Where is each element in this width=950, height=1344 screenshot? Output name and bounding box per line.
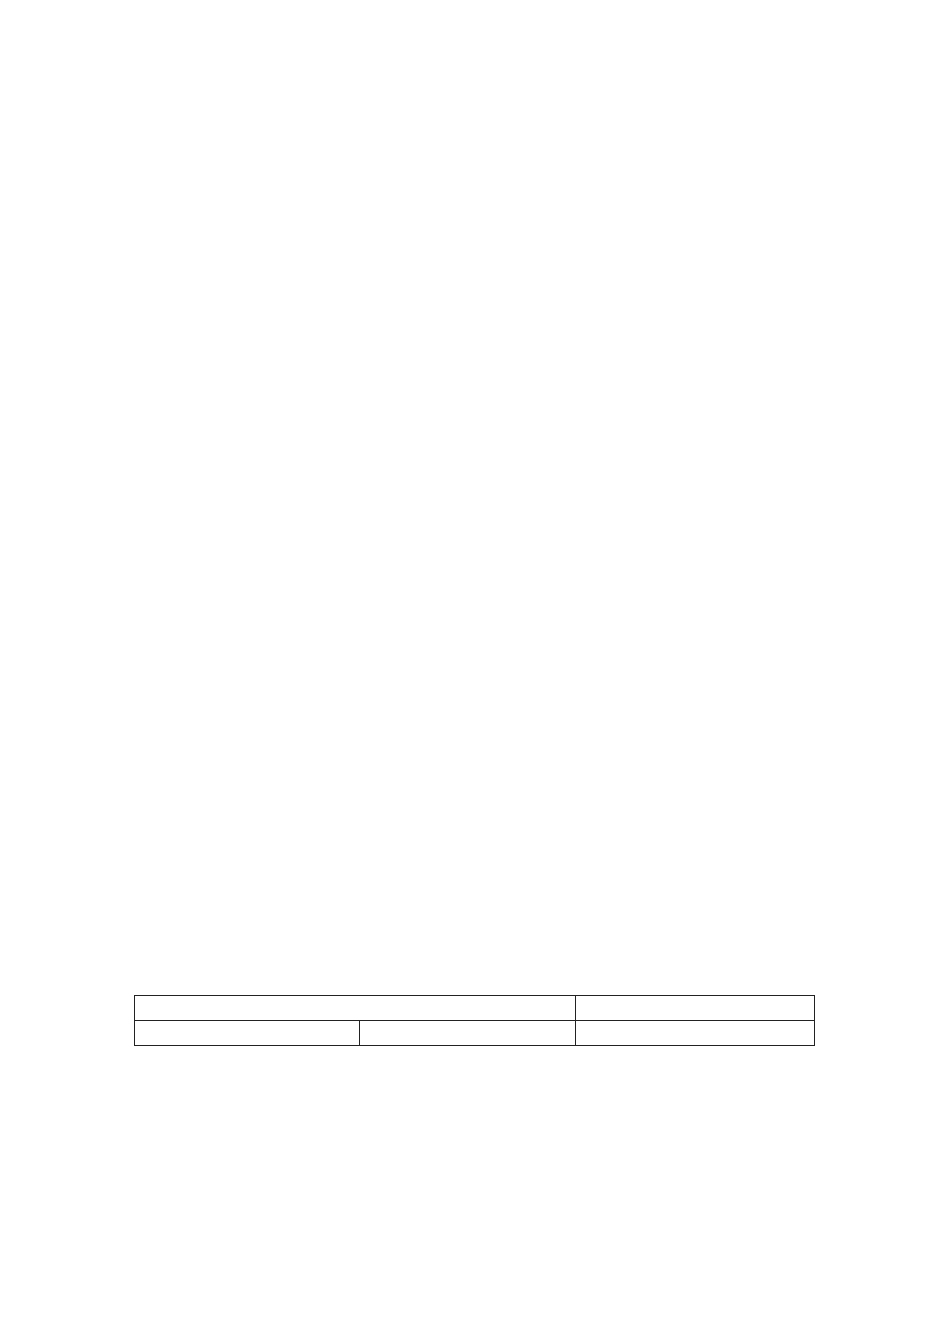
table-header-row — [135, 996, 815, 1021]
subheader-org-cell — [135, 1021, 360, 1046]
header-belong-cell — [576, 996, 815, 1021]
classification-table — [134, 995, 815, 1046]
subheader-person-cell — [359, 1021, 575, 1046]
table-subheader-row — [135, 1021, 815, 1046]
header-name-cell — [135, 996, 576, 1021]
subheader-belong-cell — [576, 1021, 815, 1046]
